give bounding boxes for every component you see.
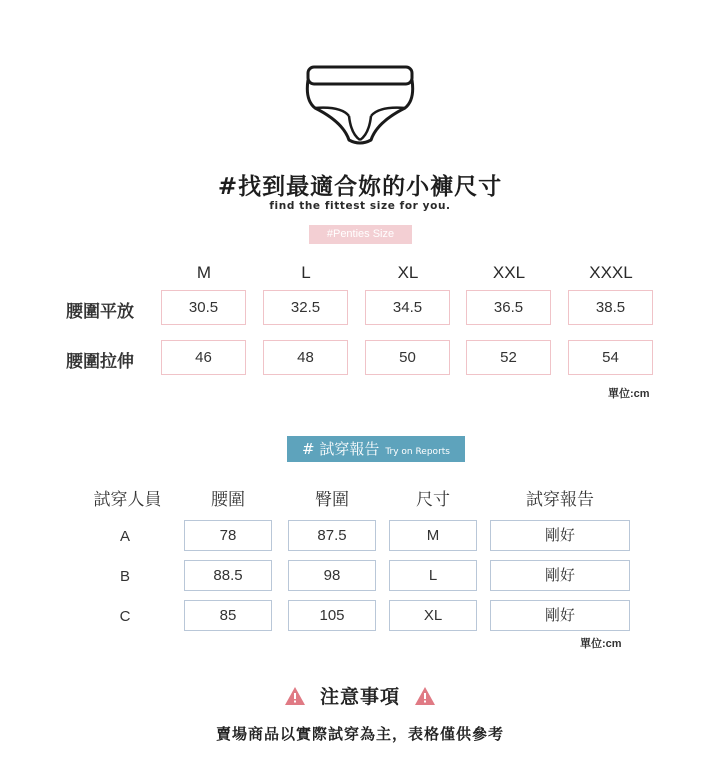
size-header-xxl: XXL <box>492 263 526 282</box>
report-header-hip: 臀圍 <box>315 490 349 510</box>
panties-icon <box>303 64 417 148</box>
size-header-m: M <box>196 263 212 282</box>
report-header-size: 尺寸 <box>416 490 450 510</box>
report-result-cell: 剛好 <box>490 600 630 631</box>
size-cell: 46 <box>161 340 246 375</box>
notice-title: 注意事項 <box>319 686 400 708</box>
size-unit: 單位:cm <box>608 388 650 400</box>
report-tag-text: # 試穿報告 <box>301 440 380 458</box>
size-section-tag: #Penties Size <box>309 225 412 244</box>
report-hip-cell: 98 <box>288 560 376 591</box>
report-header-person: 試穿人員 <box>93 490 162 510</box>
size-header-l: L <box>301 263 311 282</box>
size-header-xl: XL <box>397 263 419 282</box>
size-cell: 34.5 <box>365 290 450 325</box>
notice-heading <box>0 682 720 709</box>
row-label-waist-stretch: 腰圍拉伸 <box>66 352 134 372</box>
size-cell: 36.5 <box>466 290 551 325</box>
size-cell: 48 <box>263 340 348 375</box>
report-unit: 單位:cm <box>580 638 622 650</box>
report-waist-cell: 88.5 <box>184 560 272 591</box>
report-section-tag <box>287 436 465 462</box>
report-size-cell: XL <box>389 600 477 631</box>
report-waist-cell: 85 <box>184 600 272 631</box>
size-cell: 52 <box>466 340 551 375</box>
report-result-cell: 剛好 <box>490 560 630 591</box>
report-person: B <box>119 568 130 585</box>
page-subtitle: find the fittest size for you. <box>269 200 451 212</box>
page-title: #找到最適合妳的小褲尺寸 <box>217 174 503 200</box>
report-hip-cell: 87.5 <box>288 520 376 551</box>
report-person: A <box>119 528 130 545</box>
warning-icon <box>414 686 436 706</box>
row-label-waist-flat: 腰圍平放 <box>66 302 134 322</box>
size-cell: 30.5 <box>161 290 246 325</box>
report-size-cell: L <box>389 560 477 591</box>
notice-text: 賣場商品以實際試穿為主，表格僅供參考 <box>215 725 504 743</box>
warning-icon <box>284 686 306 706</box>
size-cell: 54 <box>568 340 653 375</box>
report-waist-cell: 78 <box>184 520 272 551</box>
report-result-cell: 剛好 <box>490 520 630 551</box>
size-header-xxxl: XXXL <box>589 263 633 282</box>
size-cell: 32.5 <box>263 290 348 325</box>
report-tag-en: Try on Reports <box>385 447 450 457</box>
report-header-result: 試穿報告 <box>526 490 594 510</box>
size-cell: 38.5 <box>568 290 653 325</box>
report-header-waist: 腰圍 <box>211 490 245 510</box>
report-person: C <box>119 608 131 625</box>
report-hip-cell: 105 <box>288 600 376 631</box>
report-size-cell: M <box>389 520 477 551</box>
size-cell: 50 <box>365 340 450 375</box>
